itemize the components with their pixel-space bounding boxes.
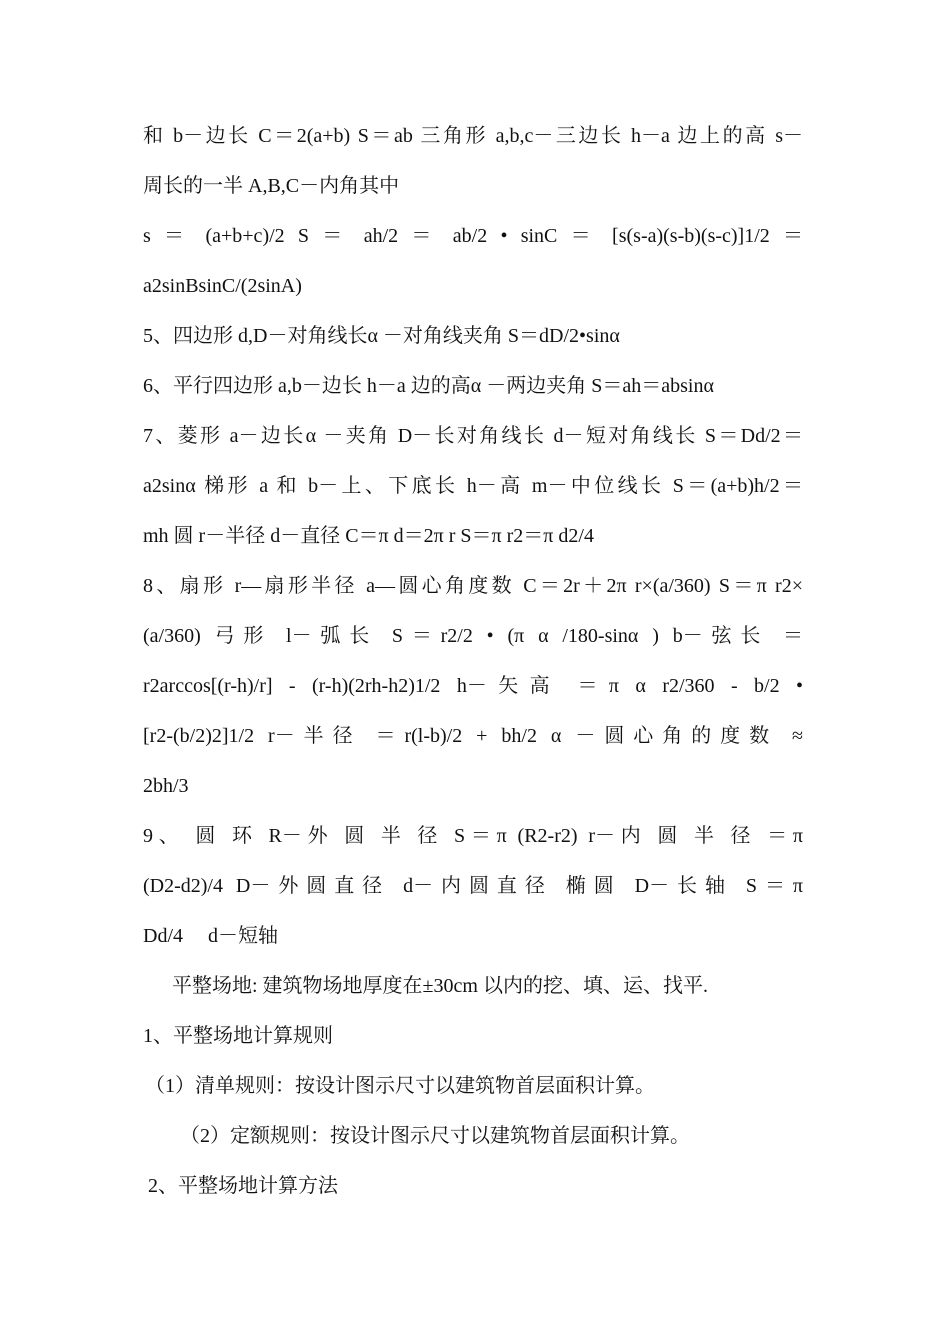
text-line: 2、平整场地计算方法	[148, 1175, 338, 1197]
text-line: a2sinα 梯形 a 和 b－上、下底长 h－高 m－中位线长 S＝(a+b)h/2＝	[143, 475, 803, 497]
text-line: (D2-d2)/4 D－外圆直径 d－内圆直径 椭圆 D－长轴 S＝π	[143, 875, 803, 897]
text-line: 周长的一半 A,B,C－内角其中	[143, 175, 400, 197]
text-line: 9、 圆 环 R－外 圆 半 径 S＝π (R2-r2) r－内 圆 半 径 ＝π	[143, 825, 803, 847]
text-line: 5、四边形 d,D－对角线长α －对角线夹角 S＝dD/2•sinα	[143, 325, 620, 347]
text-line: 1、平整场地计算规则	[143, 1025, 333, 1047]
text-line: (a/360) 弓形 l－弧长 S＝r2/2 • (π α /180-sinα ) b－弦长 ＝	[143, 625, 803, 647]
text-line: mh 圆 r－半径 d－直径 C＝π d＝2π r S＝π r2＝π d2/4	[143, 525, 594, 547]
text-line: s ＝ (a+b+c)/2 S ＝ ah/2 ＝ ab/2 • sinC ＝ [s(s-a)(s-b)(s-c)]1/2 ＝	[143, 225, 803, 247]
text-line: 6、平行四边形 a,b－边长 h－a 边的高α －两边夹角 S＝ah＝absinα	[143, 375, 714, 397]
text-line: 8、扇形 r—扇形半径 a—圆心角度数 C＝2r＋2π r×(a/360) S＝π r2×	[143, 575, 803, 597]
text-line: （1）清单规则：按设计图示尺寸以建筑物首层面积计算。	[145, 1075, 655, 1097]
text-line: Dd/4 d－短轴	[143, 925, 278, 947]
text-line: 平整场地: 建筑物场地厚度在±30cm 以内的挖、填、运、找平.	[172, 975, 708, 997]
text-line: 2bh/3	[143, 775, 189, 797]
text-line: （2）定额规则：按设计图示尺寸以建筑物首层面积计算。	[180, 1125, 690, 1147]
text-line: a2sinBsinC/(2sinA)	[143, 275, 302, 297]
text-line: 7、菱形 a－边长α －夹角 D－长对角线长 d－短对角线长 S＝Dd/2＝	[143, 425, 803, 447]
text-line: [r2-(b/2)2]1/2 r－半径 ＝r(l-b)/2 + bh/2 α －圆心角的度数 ≈	[143, 725, 803, 747]
text-line: r2arccos[(r-h)/r] - (r-h)(2rh-h2)1/2 h－矢高 ＝π α r2/360 - b/2 •	[143, 675, 803, 697]
text-line: 和 b－边长 C＝2(a+b) S＝ab 三角形 a,b,c－三边长 h－a 边上的高 s－	[143, 125, 803, 147]
